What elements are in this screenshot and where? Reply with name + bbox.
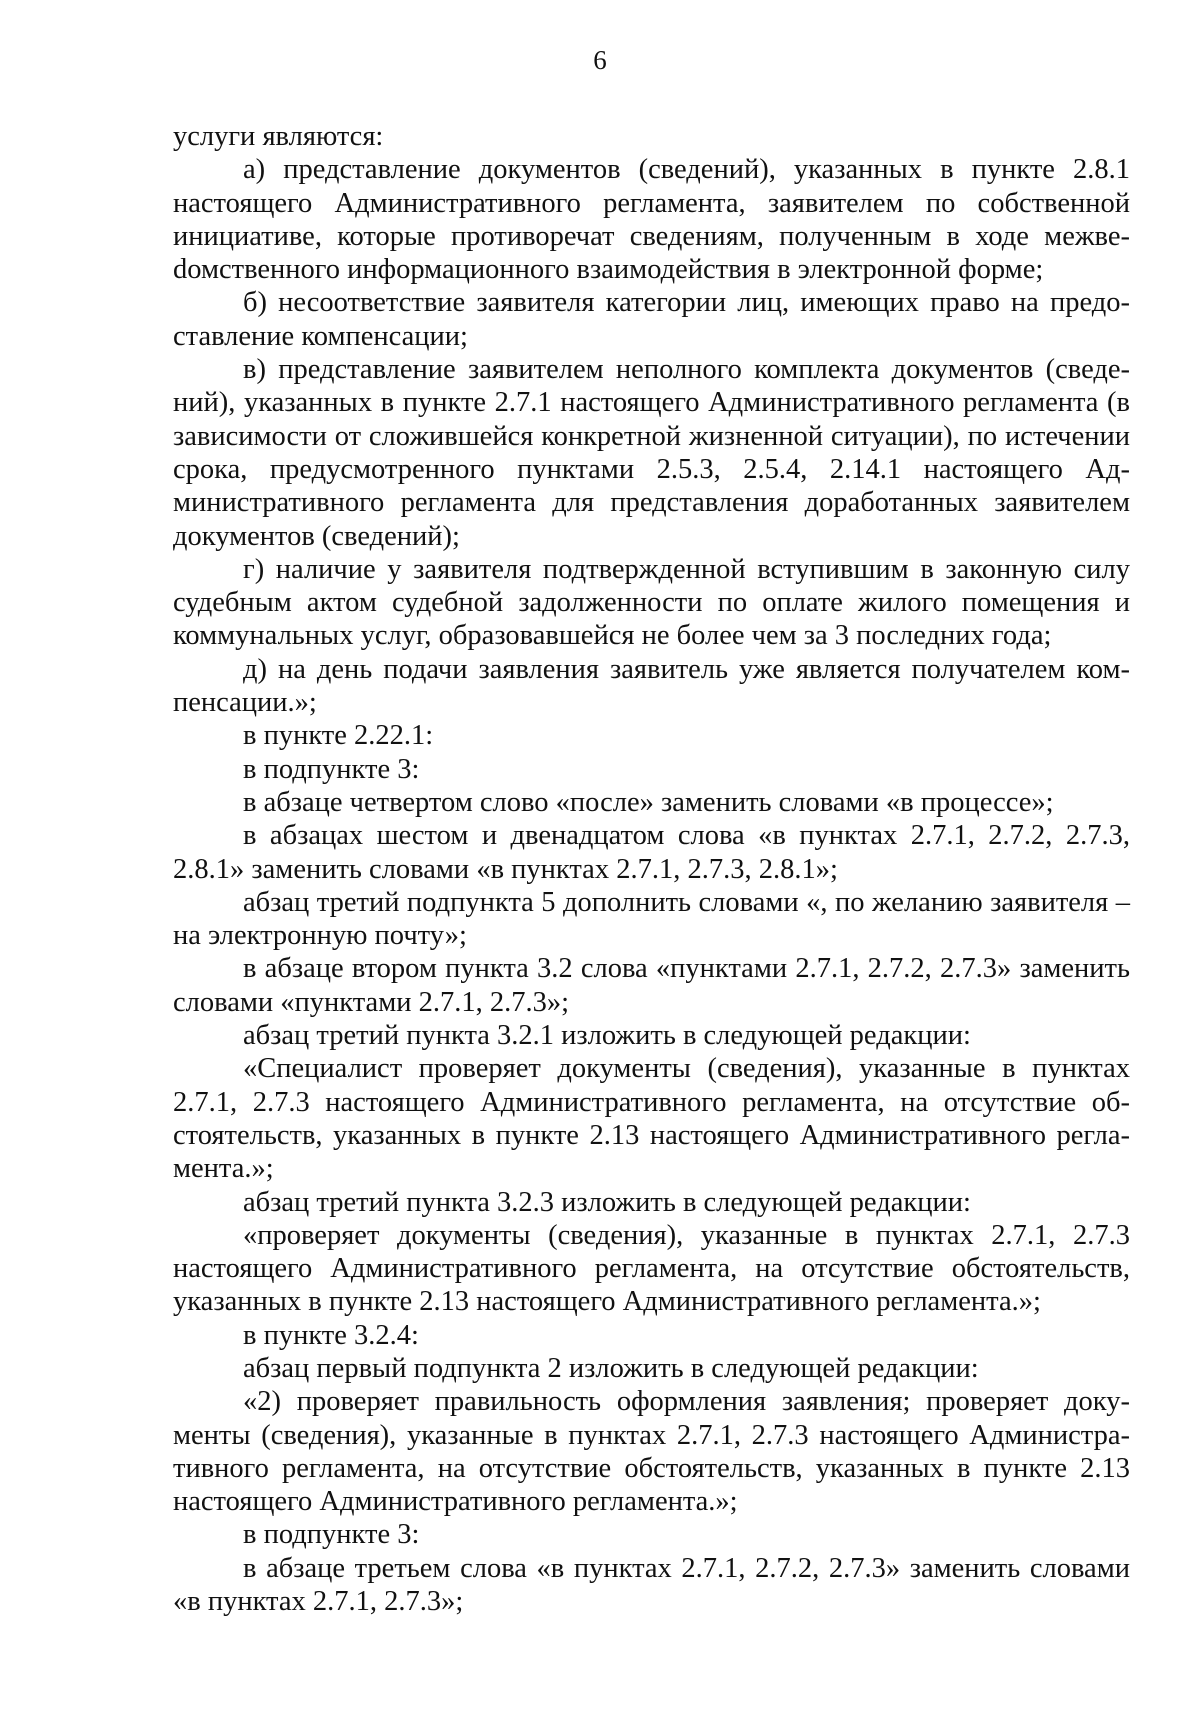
- paragraph-item-g: г) наличие у заявителя подтвержденной вступившим в законную силу судебным актом судебной задолженности по оплате жилого помещения и коммунальных услуг, образовавшейся не более чем за 3 последних года;: [173, 553, 1130, 652]
- paragraph-subpoint-3: в подпункте 3:: [243, 1519, 420, 1551]
- paragraph-item-a: а) представление документов (сведений), указанных в пункте 2.8.1 настоящего Административного регламента, заявителем по собственной инициативе, которые противоречат сведениям, полученным в ходе межвеdомственного информационного взаимодействия в электронной форме;: [173, 154, 1130, 286]
- paragraph-amendment: в абзаце четвертом слово «после» заменить словами «в процессе»;: [243, 786, 1054, 818]
- document-body: [173, 120, 1130, 1618]
- paragraph-item-d: д) на день подачи заявления заявитель уже является получателем компенсации.»;: [173, 653, 1130, 719]
- paragraph-subpoint-3: в подпункте 3:: [243, 753, 420, 785]
- paragraph-point-2-22-1: в пункте 2.22.1:: [243, 720, 434, 752]
- paragraph-amendment: в абзаце втором пункта 3.2 слова «пунктами 2.7.1, 2.7.2, 2.7.3» заменить словами «пунктами 2.7.1, 2.7.3»;: [173, 953, 1130, 1018]
- paragraph-amendment: в абзацах шестом и двенадцатом слова «в пунктах 2.7.1, 2.7.2, 2.7.3, 2.8.1» заменить словами «в пунктах 2.7.1, 2.7.3, 2.8.1»;: [173, 820, 1130, 885]
- paragraph-point-3-2-4: в пункте 3.2.4:: [243, 1319, 419, 1351]
- paragraph-amendment: абзац третий пункта 3.2.3 изложить в следующей редакции:: [243, 1186, 971, 1218]
- paragraph-continuation: услуги являются:: [173, 121, 384, 152]
- paragraph-quoted-text: «Специалист проверяет документы (сведения), указанные в пунктах 2.7.1, 2.7.3 настоящего Административного регламента, на отсутствие обстоятельств, указанных в пункте 2.13 настоящего Административного регламента.»;: [173, 1053, 1130, 1185]
- paragraph-amendment: абзац третий подпункта 5 дополнить словами «, по желанию заявителя – на электронную почту»;: [173, 886, 1130, 952]
- paragraph-item-v: в) представление заявителем неполного комплекта документов (сведений), указанных в пункте 2.7.1 настоящего Административного регламента (в зависимости от сложившейся конкретной жизненной ситуации), по истечении срока, предусмотренного пунктами 2.5.3, 2.5.4, 2.14.1 настоящего Административного регламента для представления доработанных заявителем документов (сведений);: [173, 354, 1130, 552]
- paragraph-amendment: в абзаце третьем слова «в пунктах 2.7.1, 2.7.2, 2.7.3» заменить словами «в пунктах 2.7.1, 2.7.3»;: [173, 1552, 1130, 1618]
- paragraph-item-b: б) несоответствие заявителя категории лиц, имеющих право на предоставление компенсации;: [173, 287, 1130, 352]
- paragraph-amendment: абзац первый подпункта 2 изложить в следующей редакции:: [243, 1352, 979, 1384]
- page-number: 6: [593, 45, 607, 75]
- paragraph-amendment: абзац третий пункта 3.2.1 изложить в следующей редакции:: [243, 1020, 971, 1052]
- paragraph-quoted-text: «проверяет документы (сведения), указанные в пунктах 2.7.1, 2.7.3 настоящего Административного регламента, на отсутствие обстоятельств, указанных в пункте 2.13 настоящего Административного регламента.»;: [173, 1219, 1130, 1318]
- paragraph-quoted-text: «2) проверяет правильность оформления заявления; проверяет документы (сведения), указанные в пунктах 2.7.1, 2.7.3 настоящего Административного регламента, на отсутствие обстоятельств, указанных в пункте 2.13 настоящего Административного регламента.»;: [173, 1386, 1130, 1518]
